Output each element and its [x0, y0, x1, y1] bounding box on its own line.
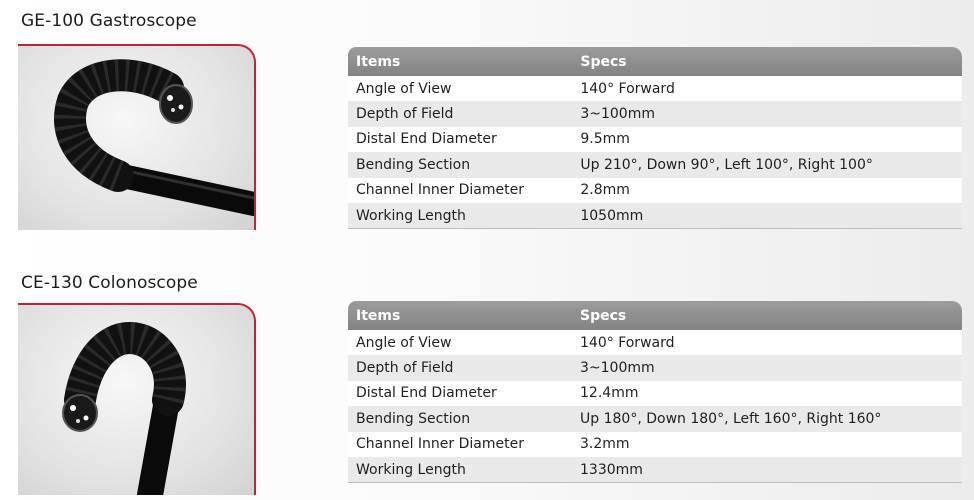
item-cell: Channel Inner Diameter [348, 432, 572, 457]
spec-cell: 1050mm [572, 203, 962, 229]
table-row [348, 76, 962, 101]
spec-cell: 140° Forward [572, 76, 962, 101]
table-row [348, 381, 962, 406]
item-cell: Distal End Diameter [348, 127, 572, 152]
spec-cell: 3.2mm [572, 432, 962, 457]
item-cell: Working Length [348, 457, 572, 483]
table-row [348, 127, 962, 152]
spec-cell: 140° Forward [572, 330, 962, 355]
column-header-items: Items [348, 301, 572, 330]
spec-cell: 3~100mm [572, 355, 962, 380]
column-header-items: Items [348, 47, 572, 76]
table-row [348, 355, 962, 380]
table-row [348, 432, 962, 457]
table-header-row [348, 301, 962, 330]
item-cell: Angle of View [348, 330, 572, 355]
spec-cell: 3~100mm [572, 101, 962, 126]
item-cell: Bending Section [348, 406, 572, 431]
table-row [348, 406, 962, 431]
spec-cell: Up 210°, Down 90°, Left 100°, Right 100° [572, 152, 962, 177]
spec-table [348, 47, 962, 229]
item-cell: Bending Section [348, 152, 572, 177]
table-row [348, 457, 962, 483]
spec-cell: 12.4mm [572, 381, 962, 406]
spec-cell: 1330mm [572, 457, 962, 483]
product-section-colonoscope [0, 253, 974, 500]
column-header-specs: Specs [572, 47, 962, 76]
spec-table [348, 301, 962, 483]
colonoscope-photo [18, 303, 256, 495]
table-row [348, 330, 962, 355]
table-row [348, 101, 962, 126]
item-cell: Depth of Field [348, 355, 572, 380]
product-title: GE-100 Gastroscope [21, 11, 197, 31]
item-cell: Distal End Diameter [348, 381, 572, 406]
product-title: CE-130 Colonoscope [21, 273, 198, 293]
table-row [348, 178, 962, 203]
table-header-row [348, 47, 962, 76]
table-row [348, 152, 962, 177]
spec-cell: Up 180°, Down 180°, Left 160°, Right 160° [572, 406, 962, 431]
gastroscope-image [18, 46, 254, 230]
item-cell: Angle of View [348, 76, 572, 101]
table-row [348, 203, 962, 229]
item-cell: Working Length [348, 203, 572, 229]
colonoscope-image [18, 305, 254, 495]
gastroscope-photo [18, 44, 256, 230]
spec-cell: 2.8mm [572, 178, 962, 203]
spec-cell: 9.5mm [572, 127, 962, 152]
item-cell: Depth of Field [348, 101, 572, 126]
item-cell: Channel Inner Diameter [348, 178, 572, 203]
column-header-specs: Specs [572, 301, 962, 330]
